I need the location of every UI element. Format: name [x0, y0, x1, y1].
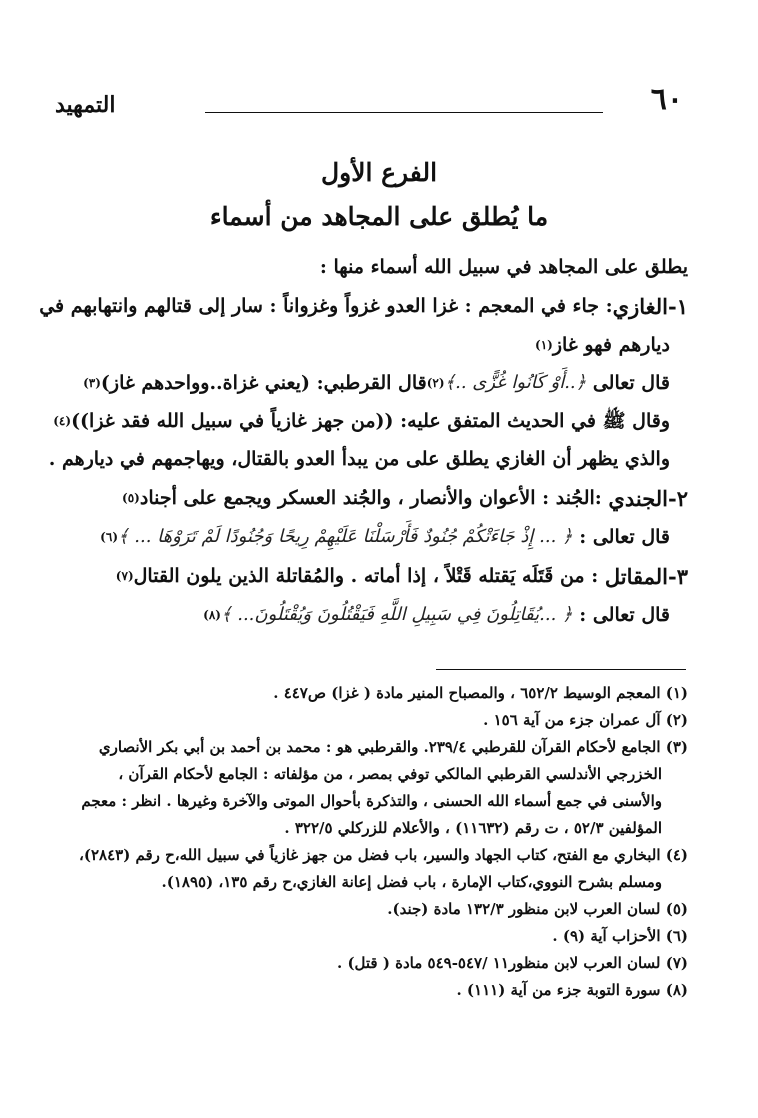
intro-line: [62, 248, 688, 286]
footnote-3-cont: والأسنى في جمع أسماء الله الحسنى ، والتذكرة بأحوال الموتى والآخرة وغيرها . انظر : معجم: [81, 792, 662, 810]
conclusion-line: [48, 440, 688, 478]
footnote-5: (٥) لسان العرب لابن منظور ١٣٢/٣ مادة (جند).: [387, 900, 688, 918]
item1-cont: ديارهم فهو غاز: [552, 333, 670, 356]
item3-term: ٣-المقاتل: [604, 563, 688, 589]
quote2-prefix: قال تعالى :: [579, 525, 670, 548]
item1-term: ١-الغازي: [612, 293, 688, 319]
footnote-7: (٧) لسان العرب لابن منظور١١ /٥٤٧-٥٤٩ مادة ( قتل) .: [337, 954, 688, 972]
item2-text: :الجُند : الأعوان والأنصار ، والجُند العسكر ويجمع على أجناد: [139, 486, 602, 509]
footnote-2: (٢) آل عمران جزء من آية ١٥٦ .: [483, 711, 688, 729]
footnote-ref-8[interactable]: (٨): [203, 608, 221, 622]
quote3-line: [62, 596, 688, 634]
footnote-8: (٨) سورة التوبة جزء من آية (١١١) .: [456, 981, 688, 999]
quote1-line: [62, 364, 688, 402]
footnote-3: (٣) الجامع لأحكام القرآن للقرطبي ٢٣٩/٤. والقرطبي هو : محمد بن أحمد بن أبي بكر الأنصاري: [98, 738, 688, 756]
footnote-3-cont: الخزرجي الأندلسي القرطبي المالكي توفي بمصر ، من مؤلفاته : الجامع لأحكام القرآن ،: [118, 765, 662, 783]
section-subtitle: ما يُطلق على المجاهد من أسماء: [209, 202, 549, 231]
footnote-separator: [436, 669, 686, 670]
section-title: الفرع الأول: [320, 158, 438, 187]
conclusion-text: والذي يظهر أن الغازي يطلق على من يبدأ العدو بالقتال، ويهاجمهم في ديارهم .: [48, 447, 670, 470]
hadith-line: [53, 402, 688, 440]
hadith-text: وقال ﷺ في الحديث المتفق عليه: ((من جهز غازياً في سبيل الله فقد غزا)): [71, 409, 670, 432]
footnotes: [60, 680, 688, 1004]
footnote-ref-5[interactable]: (٥): [122, 491, 140, 505]
body-text: [39, 248, 688, 634]
quote2-verse: ﴿ ... إِذْ جَاءَتْكُمْ جُنُودٌ فَأَرْسَلْنَا عَلَيْهِمْ رِيحًا وَجُنُودًا لَمْ تَرَوْهَا ... ﴾: [118, 526, 573, 547]
header-rule: [205, 112, 603, 113]
item2-term: ٢-الجندي: [608, 485, 688, 511]
running-title: التمهيد: [55, 92, 116, 118]
item1-cont-line: [62, 326, 688, 364]
quote1-prefix: قال تعالى: [592, 371, 670, 394]
titles: [0, 155, 758, 235]
footnote-ref-3[interactable]: (٣): [83, 376, 101, 390]
item1-text: : جاء في المعجم : غزا العدو غزواً وغزواناً : سار إلى قتالهم وانتهابهم في: [39, 294, 613, 317]
footnote-ref-2[interactable]: (٢): [426, 376, 445, 390]
quote1-verse: ﴿..أَوْ كَانُوا غُزًّى ..﴾: [444, 372, 587, 393]
footnote-ref-7[interactable]: (٧): [115, 569, 134, 583]
footnote-ref-4[interactable]: (٤): [53, 414, 72, 428]
quote1-text: قال القرطبي: (يعني غزاة..وواحدهم غاز): [100, 371, 427, 394]
footnote-6: (٦) الأحزاب آية (٩) .: [552, 927, 688, 945]
item1-line: [39, 286, 688, 326]
footnote-3-cont: المؤلفين ٥٢/٣ ، ت رقم (١١٦٣٢) ، والأعلام للزركلي ٣٢٢/٥ .: [284, 819, 662, 837]
intro-text: يطلق على المجاهد في سبيل الله أسماء منها :: [319, 255, 688, 278]
item3-line: [62, 556, 688, 596]
footnote-4: (٤) البخاري مع الفتح، كتاب الجهاد والسير، باب فضل من جهز غازياً في سبيل الله،ح رقم (٢٨٤٣)،: [79, 846, 688, 864]
footnote-ref-6[interactable]: (٦): [100, 530, 118, 544]
quote3-prefix: قال تعالى :: [579, 603, 670, 626]
page-header: [55, 82, 683, 122]
footnote-1: (١) المعجم الوسيط ٦٥٢/٢ ، والمصباح المنير مادة ( غزا) ص٤٤٧ .: [273, 684, 688, 702]
quote2-line: [62, 518, 688, 556]
footnote-ref-1[interactable]: (١): [535, 338, 553, 352]
item3-text: : من قَتَلَه يَقتله قَتْلاً ، إذا أماته . والمُقاتلة الذين يلون القتال: [133, 564, 599, 587]
footnote-4-cont: ومسلم بشرح النووي،كتاب الإمارة ، باب فضل إعانة الغازي،ح رقم ١٣٥، (١٨٩٥).: [161, 873, 662, 891]
page-number: ٦٠: [650, 82, 683, 117]
item2-line: [62, 478, 688, 518]
quote3-verse: ﴿ ...يُقَاتِلُونَ فِي سَبِيلِ اللَّهِ فَيَقْتُلُونَ وَيُقْتَلُونَ... ﴾: [220, 604, 573, 625]
